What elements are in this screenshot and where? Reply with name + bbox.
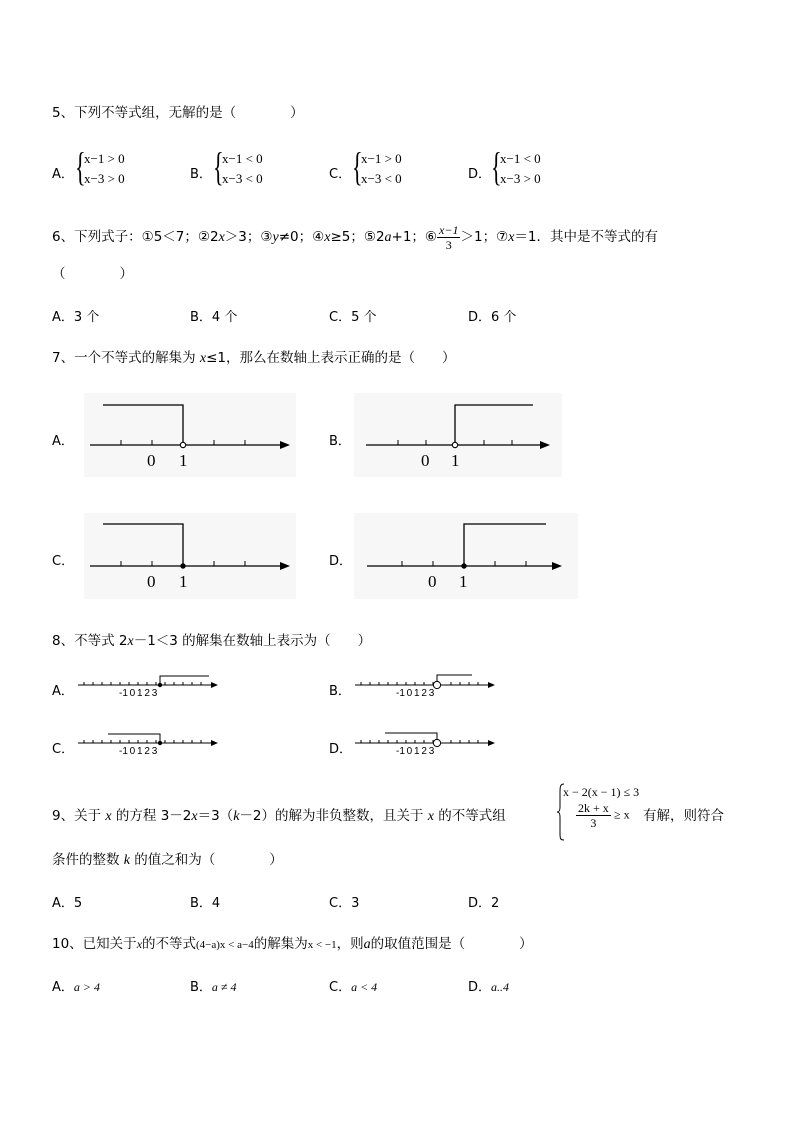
q8-option-c-letter[interactable]: C． [52, 742, 75, 757]
fraction-numerator: x−1 [439, 222, 459, 237]
q9-option-a[interactable]: A．5 [52, 896, 83, 911]
q7-b-label-1: 1 [451, 451, 460, 470]
q7-option-d-letter[interactable]: D． [329, 554, 353, 569]
brace-icon: { [491, 144, 502, 189]
q7-d-label-0: 0 [428, 572, 437, 591]
q6-text: ≠0；④ [278, 229, 325, 245]
q7-d-label-1: 1 [459, 572, 468, 591]
math-var: x [508, 230, 515, 245]
q7-text: 7、一个不等式的解集为 [52, 350, 200, 366]
q9-text: 9、关于 [52, 808, 106, 824]
q7-option-a-letter[interactable]: A． [52, 434, 74, 449]
q10-text: 10、已知关于 [52, 936, 137, 952]
math-var: a [384, 230, 392, 245]
q9-text: 的方程 3－2 [111, 808, 192, 824]
system-row: x − 2(x − 1) ≤ 3 [563, 785, 640, 799]
q5-option-b-system [213, 144, 283, 189]
q5-option-b-letter[interactable]: B． [190, 167, 212, 182]
brace-icon: { [75, 144, 86, 189]
q8-d-tick-labels: -1 0 1 2 3 [396, 746, 435, 757]
q8-a-tick-labels: -1 0 1 2 3 [119, 688, 158, 699]
math-var: x [105, 809, 112, 824]
q6-text: ＝1．其中是不等式的有 [514, 229, 658, 245]
q9-text: ＝3（ [197, 808, 234, 824]
q5-option-a-letter[interactable]: A． [52, 167, 74, 182]
q9-stem-tail: 有解，则符合 [643, 808, 724, 824]
fraction [576, 801, 611, 830]
q9-stem-line2 [52, 848, 283, 869]
math-var: x [218, 230, 225, 245]
q7-option-a-number-line [84, 393, 296, 477]
q10-option-letter: B． [190, 980, 212, 995]
q7-option-c-number-line [84, 513, 296, 599]
q9-text: －2）的解为非负整数，且关于 [239, 808, 428, 824]
q5-option-a-system [75, 144, 145, 189]
system-row: x−3 > 0 [84, 171, 125, 186]
q9-inequality-system [557, 781, 657, 841]
system-row: x−1 < 0 [222, 151, 263, 166]
q10-inequality: (4−a)x < a−4 [196, 939, 254, 951]
q10-answer: a..4 [491, 980, 510, 994]
q10-text: ，则 [336, 936, 364, 952]
q7-text: ≤1，那么在数轴上表示正确的是（ ） [206, 350, 456, 366]
q10-answer: a > 4 [73, 980, 101, 994]
q6-stem [52, 222, 658, 253]
system-row: x−3 < 0 [222, 171, 263, 186]
q9-ge-text: ≥ x [614, 807, 630, 822]
system-row: x−3 < 0 [361, 171, 402, 186]
q7-c-label-1: 1 [179, 572, 188, 591]
q5-option-c-system [352, 144, 422, 189]
math-var: x [191, 809, 198, 824]
q5-option-c-letter[interactable]: C． [329, 167, 352, 182]
q10-option-letter: C． [329, 980, 352, 995]
math-var: x [136, 937, 143, 951]
q6-text: 6、下列式子：①5＜7；②2 [52, 229, 219, 245]
q10-text: 的取值范围是（ ） [370, 936, 533, 952]
math-var: a [363, 937, 371, 952]
q10-option-letter: A． [52, 980, 74, 995]
brace-icon: { [213, 144, 224, 189]
q6-text: ≥5；⑤2 [330, 229, 385, 245]
math-var: x [324, 230, 331, 245]
q10-text: 的解集为 [253, 936, 308, 952]
fraction [437, 223, 460, 252]
q7-c-label-0: 0 [147, 572, 156, 591]
q6-option-a[interactable]: A．3 个 [52, 310, 100, 325]
q7-stem [52, 346, 456, 367]
q8-option-a-letter[interactable]: A． [52, 684, 74, 699]
fraction-denominator: 3 [445, 237, 452, 252]
fraction-numerator: 2k + x [578, 801, 609, 815]
math-var: x [127, 634, 134, 649]
q10-solution: x < −1 [307, 939, 337, 951]
system-row: x−1 < 0 [500, 151, 541, 166]
q8-option-b-letter[interactable]: B． [329, 684, 351, 699]
q6-option-c[interactable]: C．5 个 [329, 310, 377, 325]
q8-c-tick-labels: -1 0 1 2 3 [119, 746, 158, 757]
q7-option-b-letter[interactable]: B． [329, 434, 351, 449]
q9-text: 的值之和为（ ） [130, 852, 283, 868]
q7-option-c-letter[interactable]: C． [52, 554, 75, 569]
q8-text: －1＜3 的解集在数轴上表示为（ ） [133, 633, 372, 649]
q6-paren: （ ） [52, 266, 133, 282]
math-var: x [427, 809, 435, 824]
q10-option-letter: D． [468, 980, 492, 995]
fraction-denominator: 3 [590, 816, 597, 830]
q10-answer: a < 4 [351, 980, 378, 994]
q6-text: ＞3；③ [224, 229, 273, 245]
q10-option-a[interactable] [52, 976, 100, 995]
q9-text: 条件的整数 [52, 852, 124, 868]
q10-option-d[interactable] [468, 976, 509, 995]
q8-text: 8、不等式 2 [52, 633, 128, 649]
q7-b-label-0: 0 [421, 451, 430, 470]
q9-option-b[interactable]: B．4 [190, 896, 221, 911]
q8-option-d-letter[interactable]: D． [329, 742, 353, 757]
q6-text: +1；⑥ [391, 229, 438, 245]
q10-stem [52, 932, 533, 953]
q5-option-d-system [491, 144, 561, 189]
q10-answer: a ≠ 4 [211, 980, 237, 994]
math-var: k [123, 853, 131, 868]
math-var: x [199, 351, 207, 366]
q9-option-d[interactable]: D．2 [468, 896, 500, 911]
q9-text: 的不等式组 [434, 808, 506, 824]
q6-text: ＞1；⑦ [460, 229, 509, 245]
system-row: x−1 > 0 [84, 151, 125, 166]
q10-option-c[interactable] [329, 976, 377, 995]
system-row: x−3 > 0 [500, 171, 541, 186]
q5-stem: 5、下列不等式组，无解的是（ ） [52, 105, 304, 121]
q7-a-label-0: 0 [147, 451, 156, 470]
q8-stem [52, 629, 371, 650]
q6-option-d[interactable]: D．6 个 [468, 310, 517, 325]
q8-b-tick-labels: -1 0 1 2 3 [396, 688, 435, 699]
q10-text: 的不等式 [142, 936, 197, 952]
q9-stem-line1 [52, 804, 506, 825]
math-var: y [272, 230, 279, 245]
q5-option-d-letter[interactable]: D． [468, 167, 492, 182]
math-var: k [233, 809, 240, 824]
q9-option-c[interactable]: C．3 [329, 896, 360, 911]
q9-fraction-row [576, 801, 630, 830]
brace-icon: { [352, 144, 363, 189]
q10-option-b[interactable] [190, 976, 237, 995]
q7-a-label-1: 1 [179, 451, 188, 470]
q6-option-b[interactable]: B．4 个 [190, 310, 238, 325]
system-row: x−1 > 0 [361, 151, 402, 166]
